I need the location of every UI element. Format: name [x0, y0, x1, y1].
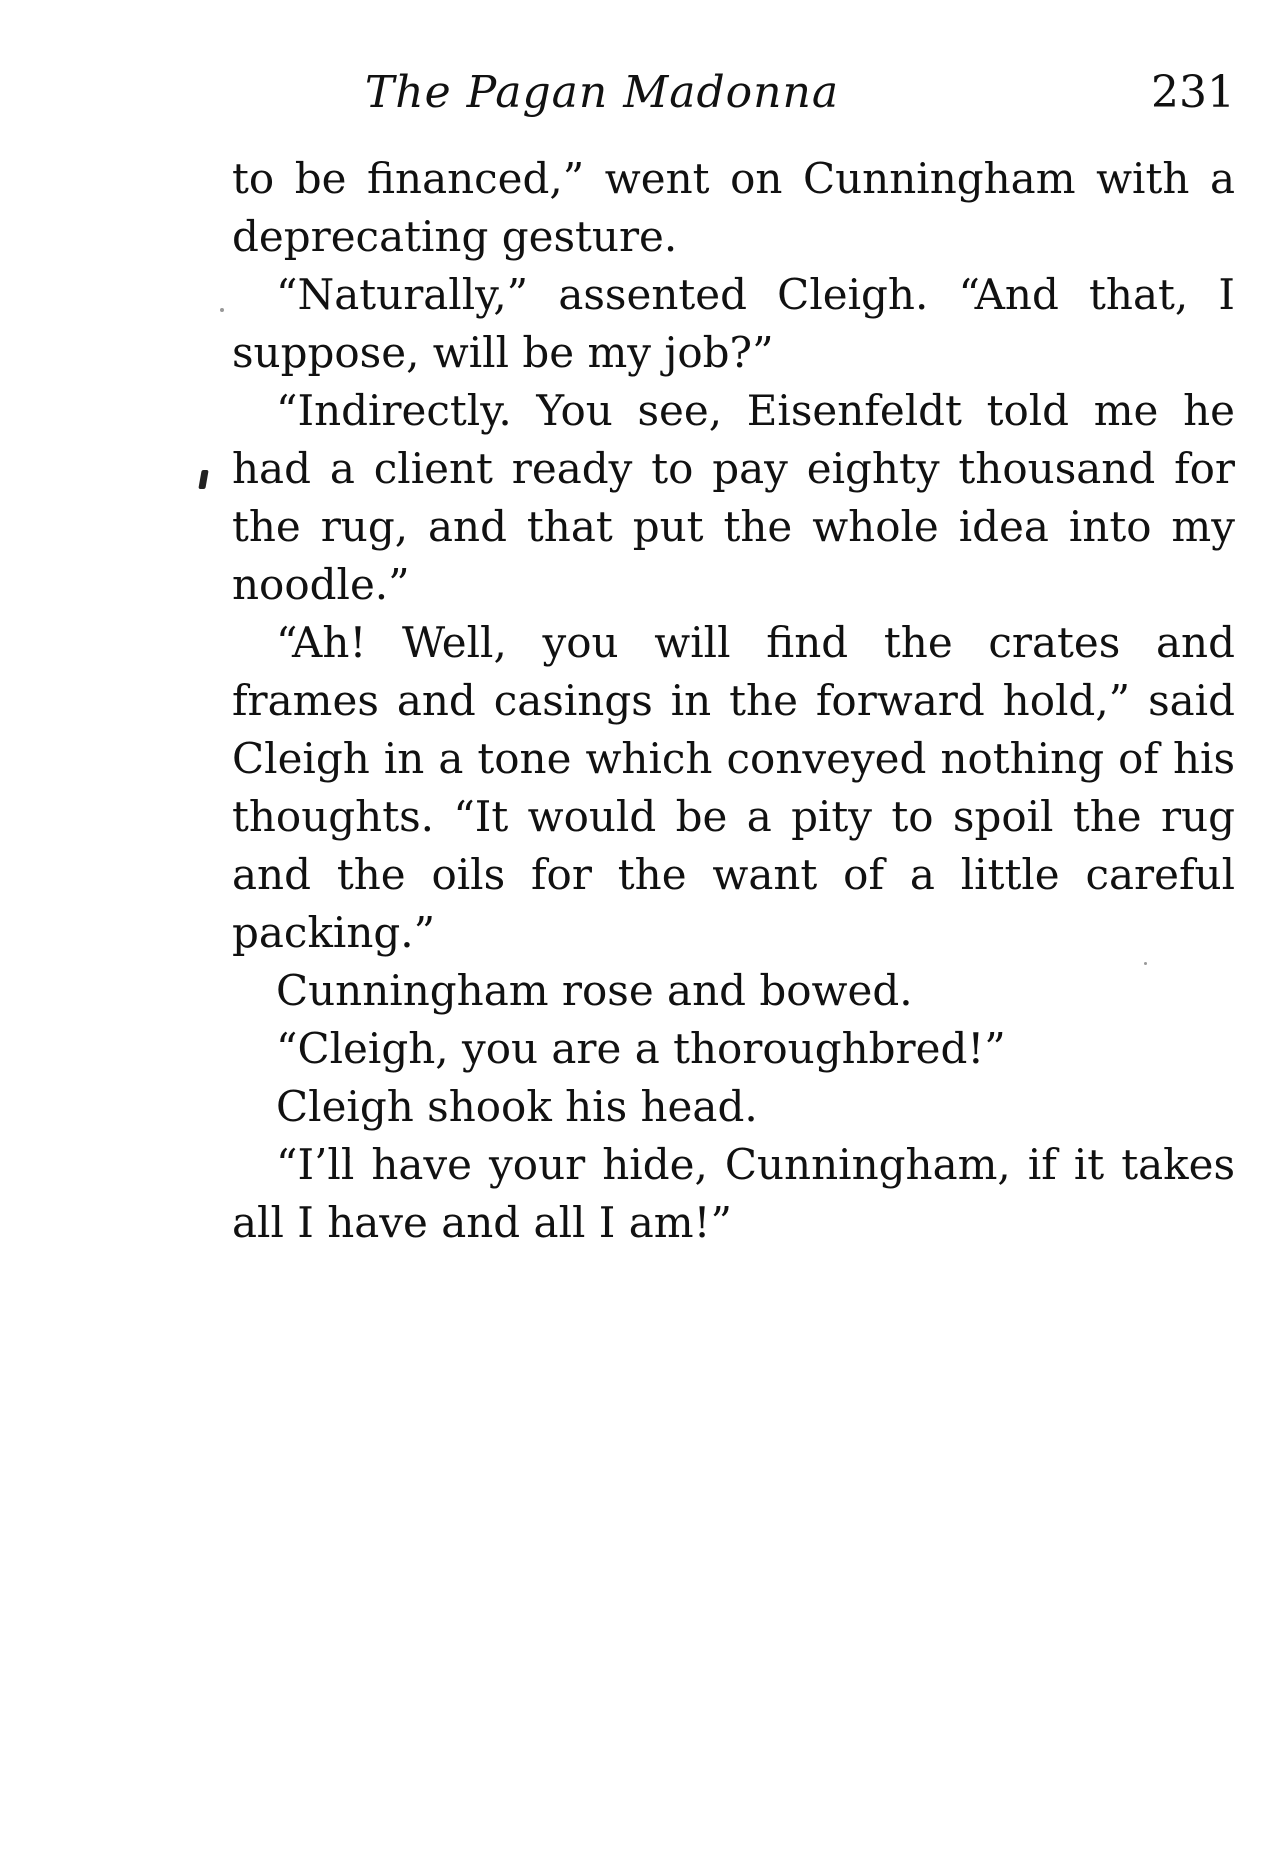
- paragraph: Cleigh shook his head.: [276, 1082, 758, 1131]
- running-title: The Pagan Madonna: [364, 67, 840, 118]
- running-header: [232, 62, 1235, 124]
- paragraph: “Indirectly. You see, Eisenfeldt told me he had a client ready to pay eighty thousand for the rug, and that put the whole idea into my noodle.”: [232, 386, 1235, 609]
- body-text: [232, 150, 1235, 1252]
- margin-mark: [198, 470, 208, 489]
- paragraph: “Ah! Well, you will find the crates and frames and casings in the forward hold,” said Cleigh in a tone which conveyed nothing of his thoughts. “It would be a pity to spoil the rug and the oils for the want of a little careful packing.”: [232, 618, 1235, 957]
- page-number: 231: [1151, 67, 1235, 118]
- paragraph: Cunningham rose and bowed.: [276, 966, 913, 1015]
- scan-speck: [220, 308, 224, 312]
- paragraph: “Cleigh, you are a thoroughbred!”: [276, 1024, 1006, 1073]
- paragraph: “Naturally,” assented Cleigh. “And that, I suppose, will be my job?”: [232, 270, 1235, 377]
- paragraph: to be financed,” went on Cunningham with a deprecating gesture.: [232, 154, 1235, 261]
- paragraph: “I’ll have your hide, Cunningham, if it takes all I have and all I am!”: [232, 1140, 1235, 1247]
